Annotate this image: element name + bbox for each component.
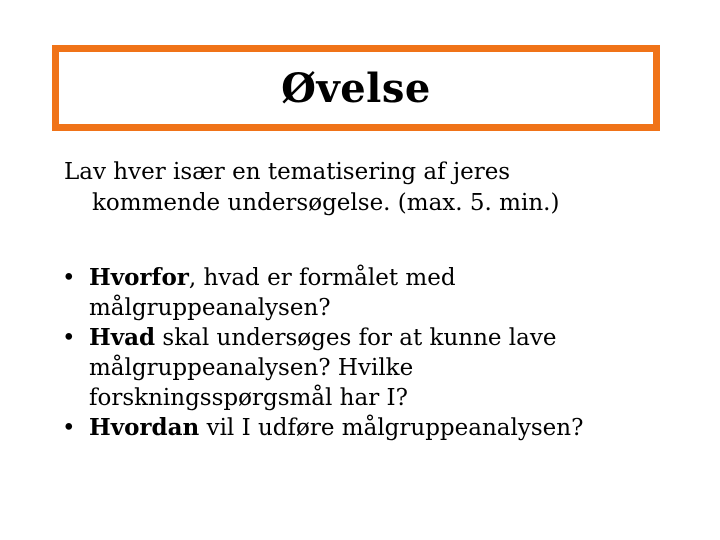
intro-line-1: Lav hver især en tematisering af jeres bbox=[64, 159, 511, 185]
slide-title: Øvelse bbox=[281, 64, 431, 112]
bullet-keyword: Hvorfor bbox=[89, 264, 189, 291]
bullet-item-hvordan bbox=[62, 413, 682, 443]
bullet-keyword: Hvordan bbox=[89, 414, 200, 441]
bullet-text-cont: forskningsspørgsmål har I? bbox=[89, 385, 408, 411]
title-box bbox=[52, 45, 660, 131]
bullet-item-hvad bbox=[62, 323, 682, 413]
bullet-icon: • bbox=[62, 325, 76, 351]
bullet-text: skal undersøges for at kunne lave bbox=[155, 325, 557, 351]
bullet-list bbox=[62, 263, 682, 443]
bullet-text: vil I udføre målgruppeanalysen? bbox=[199, 415, 584, 441]
bullet-text: , hvad er formålet med bbox=[188, 265, 456, 291]
bullet-keyword: Hvad bbox=[89, 324, 156, 351]
bullet-item-hvorfor bbox=[62, 263, 682, 323]
bullet-text-cont: målgruppeanalysen? Hvilke bbox=[89, 355, 414, 381]
intro-paragraph bbox=[64, 157, 684, 219]
bullet-icon: • bbox=[62, 265, 76, 291]
bullet-icon: • bbox=[62, 415, 76, 441]
bullet-text-cont: målgruppeanalysen? bbox=[89, 295, 331, 321]
intro-line-2: kommende undersøgelse. (max. 5. min.) bbox=[92, 190, 560, 216]
